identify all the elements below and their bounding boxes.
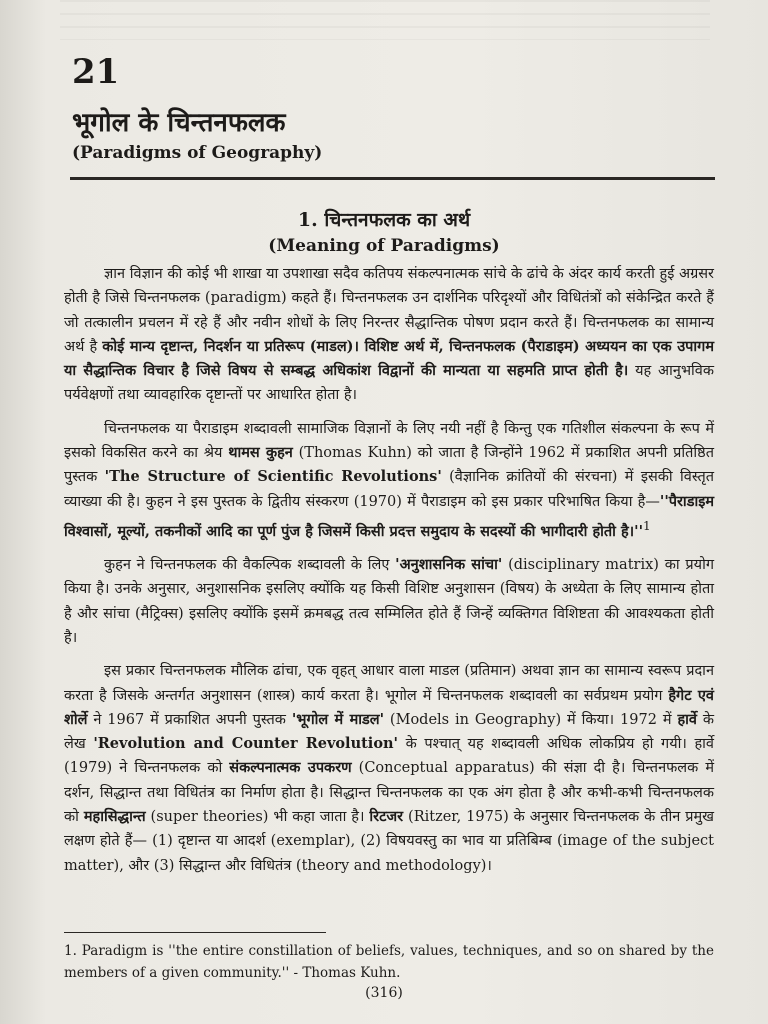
paragraph-4: इस प्रकार चिन्तनफलक मौलिक ढांचा, एक वृहत् आधार वाला माडल (प्रतिमान) अथवा ज्ञान का सामान्य स्वरूप प्रदान करता है जिसके अन्तर्गत अनुशासन (शास्त्र) कार्य करता है। भूगोल में चिन्तनफलक शब्दावली का सर्वप्रथम प्रयोग हैगेट एवं शोर्ले ने 1967 में प्रकाशित अपनी पुस्तक 'भूगोल में माडल' (Models in Geography) में किया। 1972 में हार्वे के लेख 'Revolution and Counter Revolution' के पश्चात् यह शब्दावली अधिक लोकप्रिय हो गयी। हार्वे (1979) ने चिन्तनफलक को संकल्पनात्मक उपकरण (Conceptual apparatus) की संज्ञा दी है। चिन्तनफलक में दर्शन, सिद्धान्त तथा विधितंत्र का निर्माण होता है। सिद्धान्त चिन्तनफलक का एक अंग होता है और कभी-कभी चिन्तनफलक को महासिद्धान्त (super theories) भी कहा जाता है। रिटजर (Ritzer, 1975) के अनुसार चिन्तनफलक के तीन प्रमुख लक्षण होते हैं— (1) दृष्टान्त या आदर्श (exemplar), (2) विषयवस्तु का भाव या प्रतिबिम्ब (image of the subject matter), और (3) सिद्धान्त और विधितंत्र (theory and methodology)। — [64, 663, 715, 874]
footnote-marker: 1 — [643, 518, 651, 533]
footnote-rule — [64, 932, 326, 933]
chapter-rule — [70, 177, 715, 180]
section-title-english: (Meaning of Paradigms) — [268, 236, 500, 256]
body-text — [64, 262, 714, 887]
section-title-hindi: 1. चिन्तनफलक का अर्थ — [297, 209, 471, 231]
page-number: (316) — [365, 985, 403, 1001]
chapter-title-english: (Paradigms of Geography) — [72, 143, 323, 163]
paragraph-1: ज्ञान विज्ञान की कोई भी शाखा या उपशाखा सदैव कतिपय संकल्पनात्मक सांचे के ढांचे के अंदर कार्य करती हुई अग्रसर होती है जिसे चिन्तनफलक (paradigm) कहते हैं। चिन्तनफलक उन दार्शनिक परिदृश्यों और विधितंत्रों को संकेन्द्रित करते हैं जो तत्कालीन प्रचलन में रहे हैं और नवीन शोधों के लिए निरन्तर सैद्धान्तिक पोषण प्रदान करते हैं। चिन्तनफलक का सामान्य अर्थ है कोई मान्य दृष्टान्त, निदर्शन या प्रतिरूप (माडल)। विशिष्ट अर्थ में, चिन्तनफलक (पैराडाइम) अध्ययन का एक उपागम या सैद्धान्तिक विचार है जिसे विषय से सम्बद्ध अधिकांश विद्वानों की मान्यता या सहमति प्राप्त होती है। यह आनुभविक पर्यवेक्षणों तथा व्यावहारिक दृष्टान्तों पर आधारित होता है। — [64, 266, 715, 404]
chapter-number: 21 — [72, 52, 120, 92]
bleed-through-text — [60, 0, 710, 40]
footnote: 1. Paradigm is ''the entire constillation of beliefs, values, techniques, and so on shared by the members of a given community.'' - Thomas Kuhn. — [64, 943, 714, 981]
paragraph-2: चिन्तनफलक या पैराडाइम शब्दावली सामाजिक विज्ञानों के लिए नयी नहीं है किन्तु एक गतिशील संकल्पना के रूप में इसको विकसित करने का श्रेय थामस कुहन (Thomas Kuhn) को जाता है जिन्होंने 1962 में प्रकाशित अपनी प्रतिष्ठित पुस्तक 'The Structure of Scientific Revolutions' (वैज्ञानिक क्रांतियों की संरचना) में इसकी विस्तृत व्याख्या की है। कुहन ने इस पुस्तक के द्वितीय संस्करण (1970) में पैराडाइम को इस प्रकार परिभाषित किया है—''पैराडाइम विश्वासों, मूल्यों, तकनीकों आदि का पूर्ण पुंज है जिसमें किसी प्रदत्त समुदाय के सदस्यों की भागीदारी होती $है।''^1$ — [64, 420, 715, 540]
chapter-title-hindi: भूगोल के चिन्तनफलक — [72, 108, 286, 138]
paragraph-3: कुहन ने चिन्तनफलक की वैकल्पिक शब्दावली के लिए 'अनुशासनिक सांचा' (disciplinary matrix) का प्रयोग किया है। उनके अनुसार, अनुशासनिक इसलिए क्योंकि यह किसी विशिष्ट अनुशासन (विषय) के अध्येता के लिए सामान्य होता है और सांचा (मैट्रिक्स) इसलिए क्योंकि इसमें क्रमबद्ध तत्व सम्मिलित होते हैं जिन्हें व्यक्तिगत विशिष्टता की आवश्यकता होती है। — [64, 556, 714, 646]
